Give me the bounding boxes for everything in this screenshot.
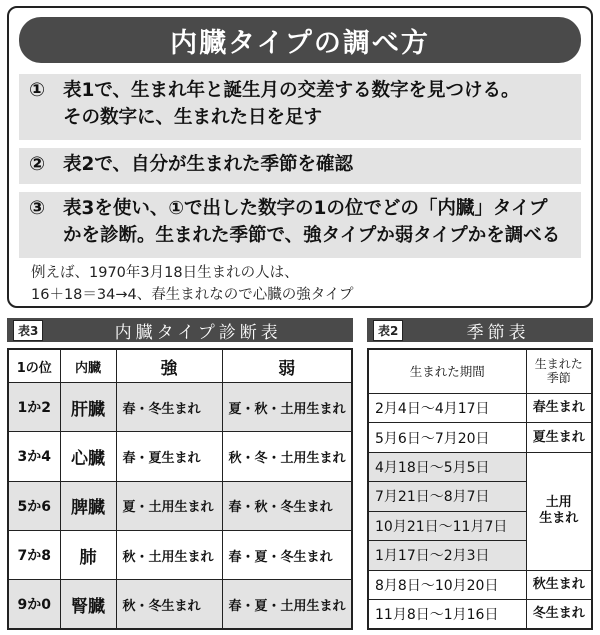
table-row [8, 530, 352, 579]
strong-cell: 春・夏生まれ [116, 432, 222, 481]
table-header-row [368, 349, 592, 393]
ones-digit-cell: 7か8 [8, 530, 60, 579]
period-cell: 11月8日〜1月16日 [368, 600, 526, 630]
ones-digit-cell: 9か0 [8, 580, 60, 629]
strong-cell: 秋・土用生まれ [116, 530, 222, 579]
instruction-panel [7, 6, 593, 308]
table3-tag: 表3 [13, 320, 43, 341]
period-cell: 8月8日〜10月20日 [368, 570, 526, 599]
step-text: 表3を使い、①で出した数字の1の位でどの「内臓」タイプ かを診断。生まれた季節で、強タイプか弱タイプかを調べる [63, 198, 561, 246]
organ-type-table [7, 348, 353, 630]
ones-digit-cell: 3か4 [8, 432, 60, 481]
example-text: 例えば、1970年3月18日生まれの人は、 16＋18＝34→4、春生まれなので心臓の強タイプ [31, 265, 354, 303]
table-row [8, 432, 352, 481]
weak-cell: 夏・秋・土用生まれ [222, 383, 352, 432]
table2-header [367, 318, 593, 342]
step-2 [19, 148, 581, 184]
ones-digit-cell: 1か2 [8, 383, 60, 432]
step-number: ② [29, 153, 46, 175]
header-season: 生まれた 季節 [526, 349, 592, 393]
header-strong: 強 [116, 349, 222, 383]
header-ones-digit: 1の位 [8, 349, 60, 383]
header-organ: 内臓 [60, 349, 116, 383]
step-text: 表1で、生まれ年と誕生月の交差する数字を見つける。 その数字に、生まれた日を足す [63, 80, 520, 128]
period-cell: 5月6日〜7月20日 [368, 423, 526, 452]
weak-cell: 春・夏・土用生まれ [222, 580, 352, 629]
season-cell: 土用 生まれ [526, 452, 592, 570]
table2-tag: 表2 [373, 320, 403, 341]
table-row [368, 452, 592, 481]
table-row [368, 570, 592, 599]
weak-cell: 秋・冬・土用生まれ [222, 432, 352, 481]
step-text: 表2で、自分が生まれた季節を確認 [63, 154, 354, 175]
season-cell: 春生まれ [526, 393, 592, 422]
table-row [368, 600, 592, 630]
period-cell: 4月18日〜5月5日 [368, 452, 526, 481]
step-1 [19, 74, 581, 140]
table3-header [7, 318, 353, 342]
table-row [8, 383, 352, 432]
step-number: ③ [29, 197, 46, 219]
table-row [8, 481, 352, 530]
ones-digit-cell: 5か6 [8, 481, 60, 530]
period-cell: 1月17日〜2月3日 [368, 541, 526, 570]
header-period: 生まれた期間 [368, 349, 526, 393]
period-cell: 10月21日〜11月7日 [368, 511, 526, 540]
weak-cell: 春・夏・冬生まれ [222, 530, 352, 579]
step-3 [19, 192, 581, 258]
organ-cell: 腎臓 [60, 580, 116, 629]
season-cell: 秋生まれ [526, 570, 592, 599]
organ-cell: 脾臓 [60, 481, 116, 530]
season-cell: 夏生まれ [526, 423, 592, 452]
table-row [368, 423, 592, 452]
organ-cell: 肝臓 [60, 383, 116, 432]
weak-cell: 春・秋・冬生まれ [222, 481, 352, 530]
season-cell: 冬生まれ [526, 600, 592, 630]
page-title: 内臓タイプの調べ方 [19, 17, 581, 63]
organ-cell: 心臓 [60, 432, 116, 481]
strong-cell: 夏・土用生まれ [116, 481, 222, 530]
season-table [367, 348, 593, 630]
step-number: ① [29, 79, 46, 101]
table-header-row [8, 349, 352, 383]
period-cell: 2月4日〜4月17日 [368, 393, 526, 422]
table-row [8, 580, 352, 629]
organ-cell: 肺 [60, 530, 116, 579]
strong-cell: 秋・冬生まれ [116, 580, 222, 629]
period-cell: 7月21日〜8月7日 [368, 482, 526, 511]
table2-title: 季節表 [466, 322, 530, 343]
table-row [368, 393, 592, 422]
strong-cell: 春・冬生まれ [116, 383, 222, 432]
table3-title: 内臓タイプ診断表 [114, 322, 282, 343]
header-weak: 弱 [222, 349, 352, 383]
